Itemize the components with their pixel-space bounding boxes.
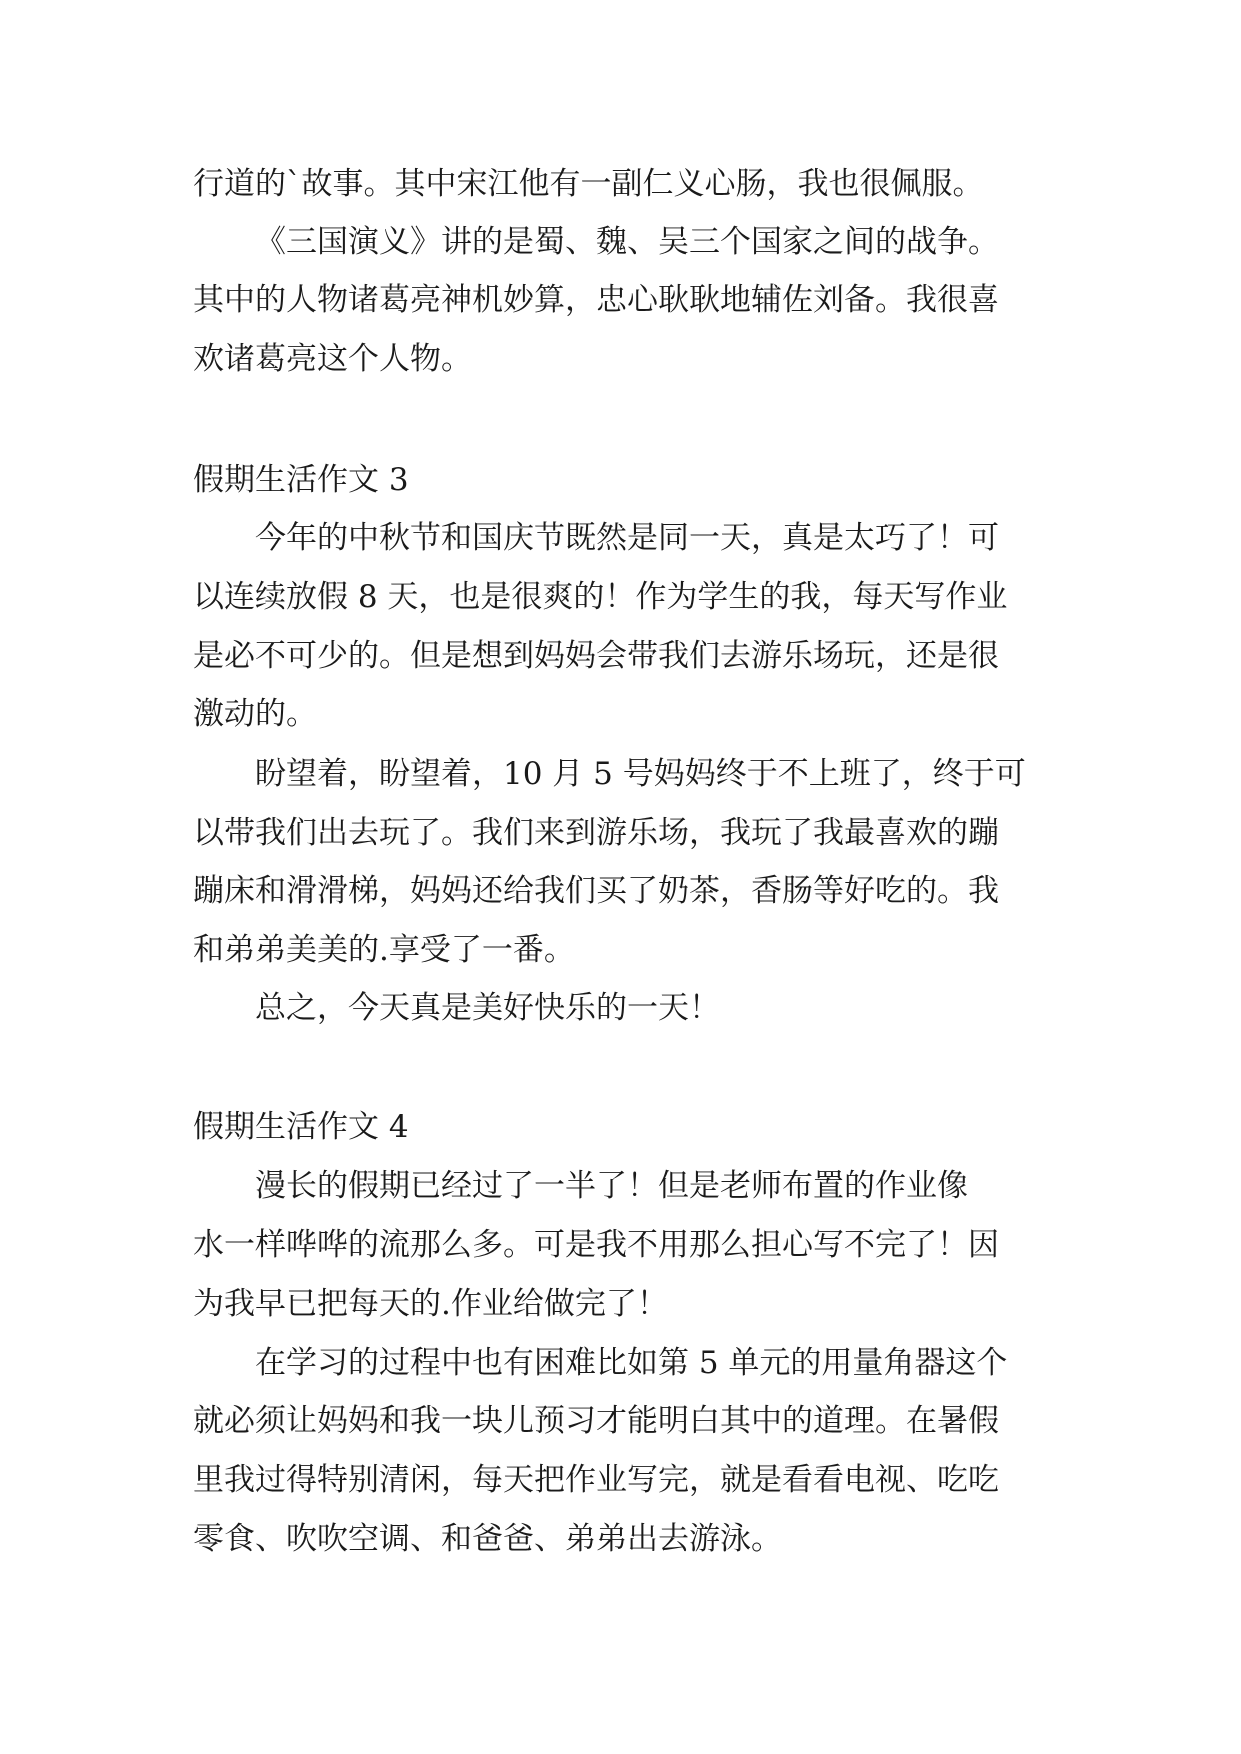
text-line: 在学习的过程中也有困难比如第 5 单元的用量角器这个 [255,1345,1008,1381]
text-line: 其中的人物诸葛亮神机妙算，忠心耿耿地辅佐刘备。我很喜 [193,282,999,318]
text-line: 蹦床和滑滑梯，妈妈还给我们买了奶茶，香肠等好吃的。我 [193,873,999,909]
text-line: 总之，今天真是美好快乐的一天！ [255,990,720,1026]
text-line: 盼望着，盼望着，10 月 5 号妈妈终于不上班了，终于可 [255,756,1026,792]
text-line: 是必不可少的。但是想到妈妈会带我们去游乐场玩，还是很 [193,638,999,674]
text-line: 零食、吹吹空调、和爸爸、弟弟出去游泳。 [193,1521,782,1557]
text-line: 里我过得特别清闲，每天把作业写完，就是看看电视、吃吃 [193,1462,999,1498]
text-line: 以带我们出去玩了。我们来到游乐场，我玩了我最喜欢的蹦 [193,815,999,851]
text-line: 以连续放假 8 天，也是很爽的！作为学生的我，每天写作业 [193,579,1008,615]
text-line: 激动的。 [193,696,317,732]
text-line: 欢诸葛亮这个人物。 [193,341,472,377]
text-line: 就必须让妈妈和我一块儿预习才能明白其中的道理。在暑假 [193,1403,999,1439]
text-line: 漫长的假期已经过了一半了！但是老师布置的作业像 [255,1168,968,1204]
text-line: 水一样哗哗的流那么多。可是我不用那么担心写不完了！因 [193,1227,999,1263]
text-line: 行道的`故事。其中宋江他有一副仁义心肠，我也很佩服。 [193,166,984,202]
text-line: 《三国演义》讲的是蜀、魏、吴三个国家之间的战争。 [255,224,999,260]
text-line: 和弟弟美美的.享受了一番。 [193,932,575,968]
essay-title: 假期生活作文 4 [193,1109,409,1145]
essay-title: 假期生活作文 3 [193,462,409,498]
text-line: 今年的中秋节和国庆节既然是同一天，真是太巧了！可 [255,520,999,556]
text-line: 为我早已把每天的.作业给做完了！ [193,1286,668,1322]
